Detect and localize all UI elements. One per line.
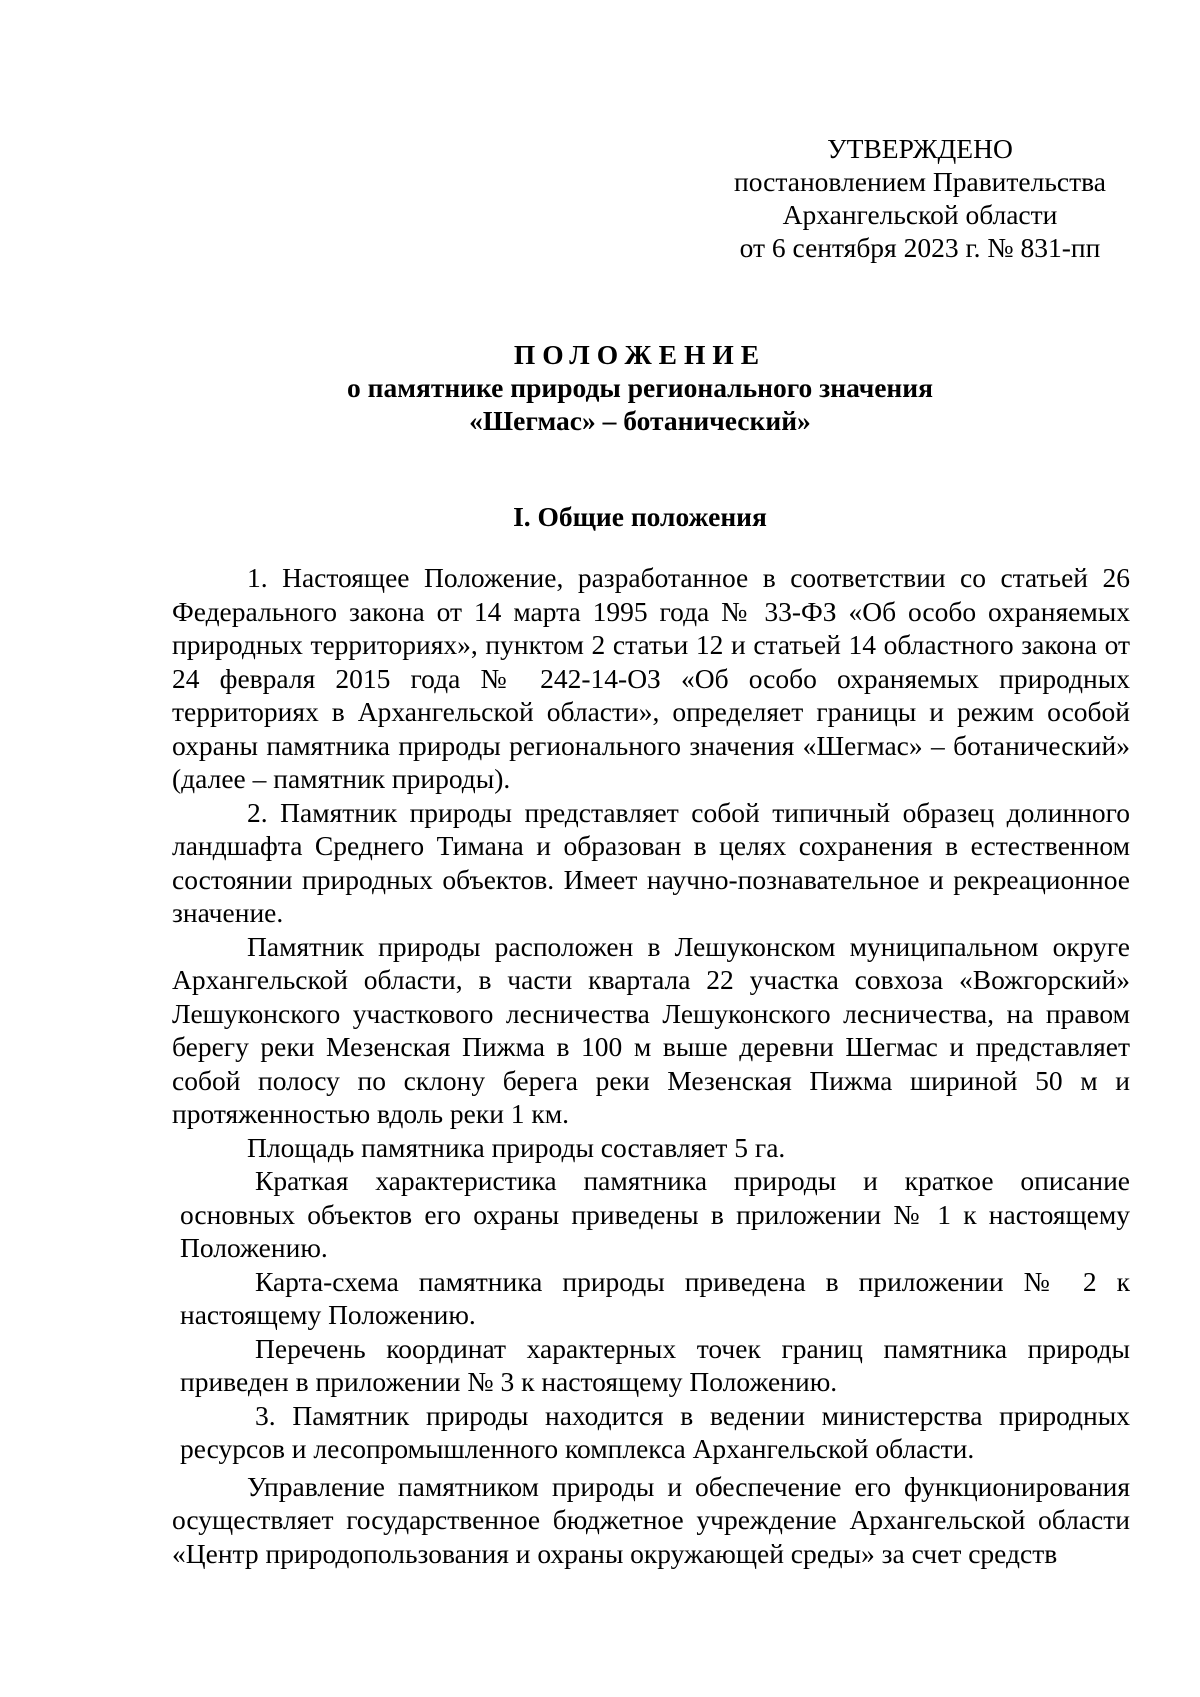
paragraph-appendix-2: Карта-схема памятника природы приведена в приложении № 2 к настоящему Положению. xyxy=(180,1265,1130,1330)
approval-heading: УТВЕРЖДЕНО xyxy=(827,133,1013,164)
section-heading: I. Общие положения xyxy=(513,501,767,532)
approval-resolution-line: постановлением Правительства xyxy=(734,166,1106,197)
document-subtitle-line2: «Шегмас» – ботанический» xyxy=(469,405,811,436)
paragraph-1: 1. Настоящее Положение, разработанное в соответствии со статьей 26 Федерального закона от 14 марта 1995 года № 33-ФЗ «Об особо охраняемых природных территориях», пунктом 2 статьи 12 и статьей 14 областного закона от 24 февраля 2015 года № 242-14-ОЗ «Об особо охраняемых природных территориях в Архангельской области», определяет границы и режим особой охраны памятника природы регионального значения «Шегмас» – ботанический» (далее – памятник природы). xyxy=(172,562,1130,794)
approval-region-line: Архангельской области xyxy=(782,199,1058,230)
paragraph-appendix-1: Краткая характеристика памятника природы и краткое описание основных объектов его охраны приведены в приложении № 1 к настоящему Положению. xyxy=(180,1165,1130,1263)
paragraph-2: 2. Памятник природы представляет собой типичный образец долинного ландшафта Среднего Тимана и образован в целях сохранения в естественном состоянии природных объектов. Имеет научно-познавательное и рекреационное значение. xyxy=(172,796,1130,928)
approval-date-number: от 6 сентября 2023 г. № 831-пп xyxy=(739,232,1101,263)
approval-stamp-block xyxy=(690,132,1150,264)
paragraph-management: Управление памятником природы и обеспечение его функционирования осуществляет государственное бюджетное учреждение Архангельской области «Центр природопользования и охраны окружающей среды» за счет средств xyxy=(172,1470,1130,1569)
document-title-block xyxy=(200,338,1080,437)
document-title: ПОЛОЖЕНИЕ xyxy=(513,339,767,370)
document-subtitle-line1: о памятнике природы регионального значения xyxy=(347,372,933,403)
paragraph-location: Памятник природы расположен в Лешуконском муниципальном округе Архангельской области, в части квартала 22 участка совхоза «Вожгорский» Лешуконского участкового лесничества Лешуконского лесничества, на правом берегу реки Мезенская Пижма в 100 м выше деревни Шегмас и представляет собой полосу по склону берега реки Мезенская Пижма шириной 50 м и протяженностью вдоль реки 1 км. xyxy=(172,930,1130,1129)
document-body xyxy=(172,561,1130,1570)
paragraph-appendix-3: Перечень координат характерных точек границ памятника природы приведен в приложении № 3 к настоящему Положению. xyxy=(180,1332,1130,1397)
paragraph-3: 3. Памятник природы находится в ведении министерства природных ресурсов и лесопромышленного комплекса Архангельской области. xyxy=(180,1399,1130,1464)
paragraph-area: Площадь памятника природы составляет 5 га. xyxy=(247,1131,786,1163)
